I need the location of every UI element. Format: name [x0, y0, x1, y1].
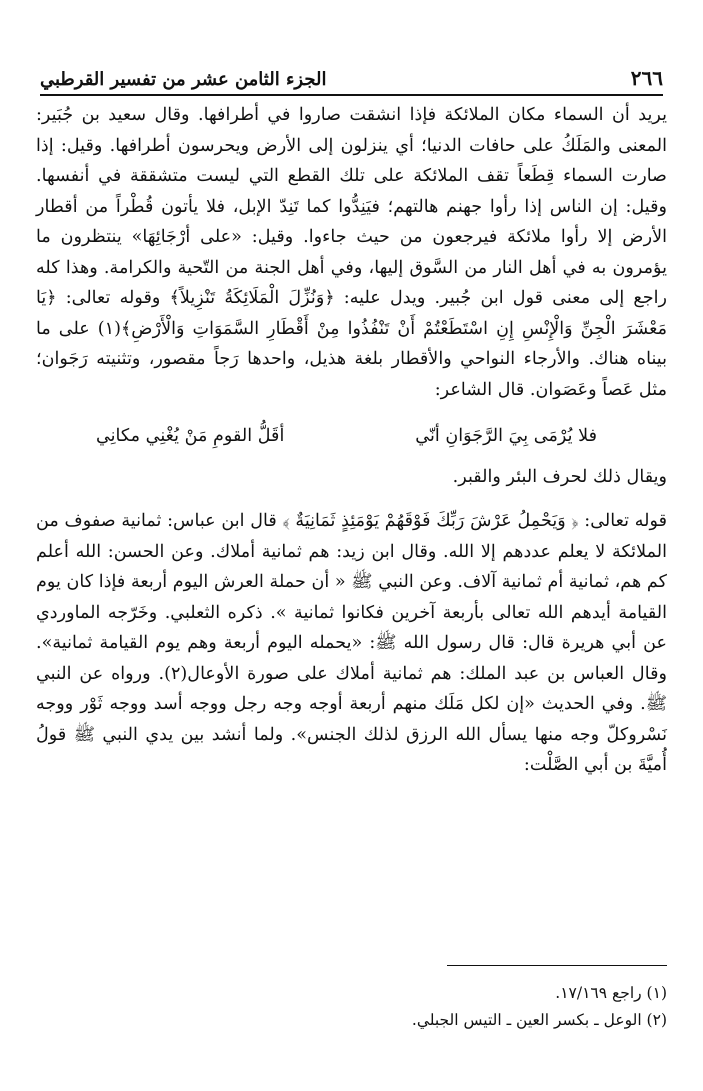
paragraph-2: قوله تعالى: ﴿ وَيَحْمِلُ عَرْشَ رَبِّكَ فَوْقَهُمْ يَوْمَئِذٍ ثَمَانِيَةٌ ﴾ قال ابن عباس: ثمانية صفوف من الملائكة لا يعلم عددهم إلا الله. وقال ابن زيد: هم ثمانية أملاك. وعن الحسن: الله أعلم كم هم، ثمانية أم ثمانية آلاف. وعن النبي ﷺ « أن حملة العرش اليوم أربعة فإذا كان يوم القيامة أيدهم الله تعالى بأربعة آخرين فكانوا ثمانية ». ذكره الثعلبي. وخَرّجه الماوردي عن أبي هريرة قال: قال رسول الله ﷺ: «يحمله اليوم أربعة وهم يوم القيامة ثمانية». وقال العباس بن عبد الملك: هم ثمانية أملاك على صورة الأوعال(٢). ورواه عن النبي ﷺ. وفي الحديث «إن لكل مَلَك منهم أربعة أوجه وجه رجل ووجه أسد ووجه ثَوْر ووجه نَسْروكلّ وجه منها يسأل الله الرزق لذلك الجنس». ولما أنشد بين يدي النبي ﷺ قولُ أُميَّةَ بن أبي الصَّلْت:: [36, 511, 667, 775]
page-number: ٢٦٦: [630, 66, 663, 90]
footnote-1: (١) راجع ١٧/١٦٩.: [555, 984, 667, 1002]
verse-second-half: أقَلُّ القومِ مَنْ يُغْنِي مكانِي: [96, 426, 285, 446]
header-title: الجزء الثامن عشر من تفسير القرطبي: [40, 69, 327, 90]
footnotes: [36, 980, 667, 1034]
poetry-verse: [96, 421, 597, 452]
running-header: [40, 58, 663, 96]
footnote-2: (٢) الوعل ـ بكسر العين ـ التيس الجبلي.: [411, 1011, 667, 1029]
footnote-divider: [447, 965, 667, 966]
paragraph-after-verse: ويقال ذلك لحرف البئر والقبر.: [452, 466, 667, 487]
paragraph-1: يريد أن السماء مكان الملائكة فإذا انشقت صاروا في أطرافها. وقال سعيد بن جُبَير: المعنى والمَلَكُ على حافات الدنيا؛ أي ينزلون إلى الأرض ويحرسون أطرافها. وقيل: إذا صارت السماء قِطَعاً تقف الملائكة على تلك القطع التي ليست متشققة في أنفسها. وقيل: إن الناس إذا رأوا جهنم هالتهم؛ فيَنِدُّوا كما تَنِدّ الإبل، فلا يأتون قُطْراً من أقطار الأرض إلا رأوا ملائكة فيرجعون من حيث جاءوا. وقيل: «على أرْجَائِهَا» ينتظرون ما يؤمرون به في أهل النار من السَّوق إليها، وفي أهل الجنة من التّحية والكرامة. وهذا كله راجع إلى معنى قول ابن جُبير. ويدل عليه: ﴿وَنُزِّلَ الْمَلَائِكَةُ تَنْزِيلاً﴾ وقوله تعالى: ﴿يَا مَعْشَرَ الْجِنِّ وَالْإِنْسِ إِنِ اسْتَطَعْتُمْ أَنْ تَنْفُذُوا مِنْ أَقْطَارِ السَّمَوَاتِ وَالْأَرْضِ﴾(١) على ما بيناه هناك. والأرجاء النواحي والأقطار بلغة هذيل، واحدها رَجاً مقصور، وتثنيته رَجَوان؛ مثل عَصاً وعَصَوان. قال الشاعر:: [36, 105, 667, 400]
verse-first-half: فلا يُرْمَى بِيَ الرَّجَوَانِ أنّي: [415, 426, 597, 446]
main-text: [36, 100, 667, 781]
